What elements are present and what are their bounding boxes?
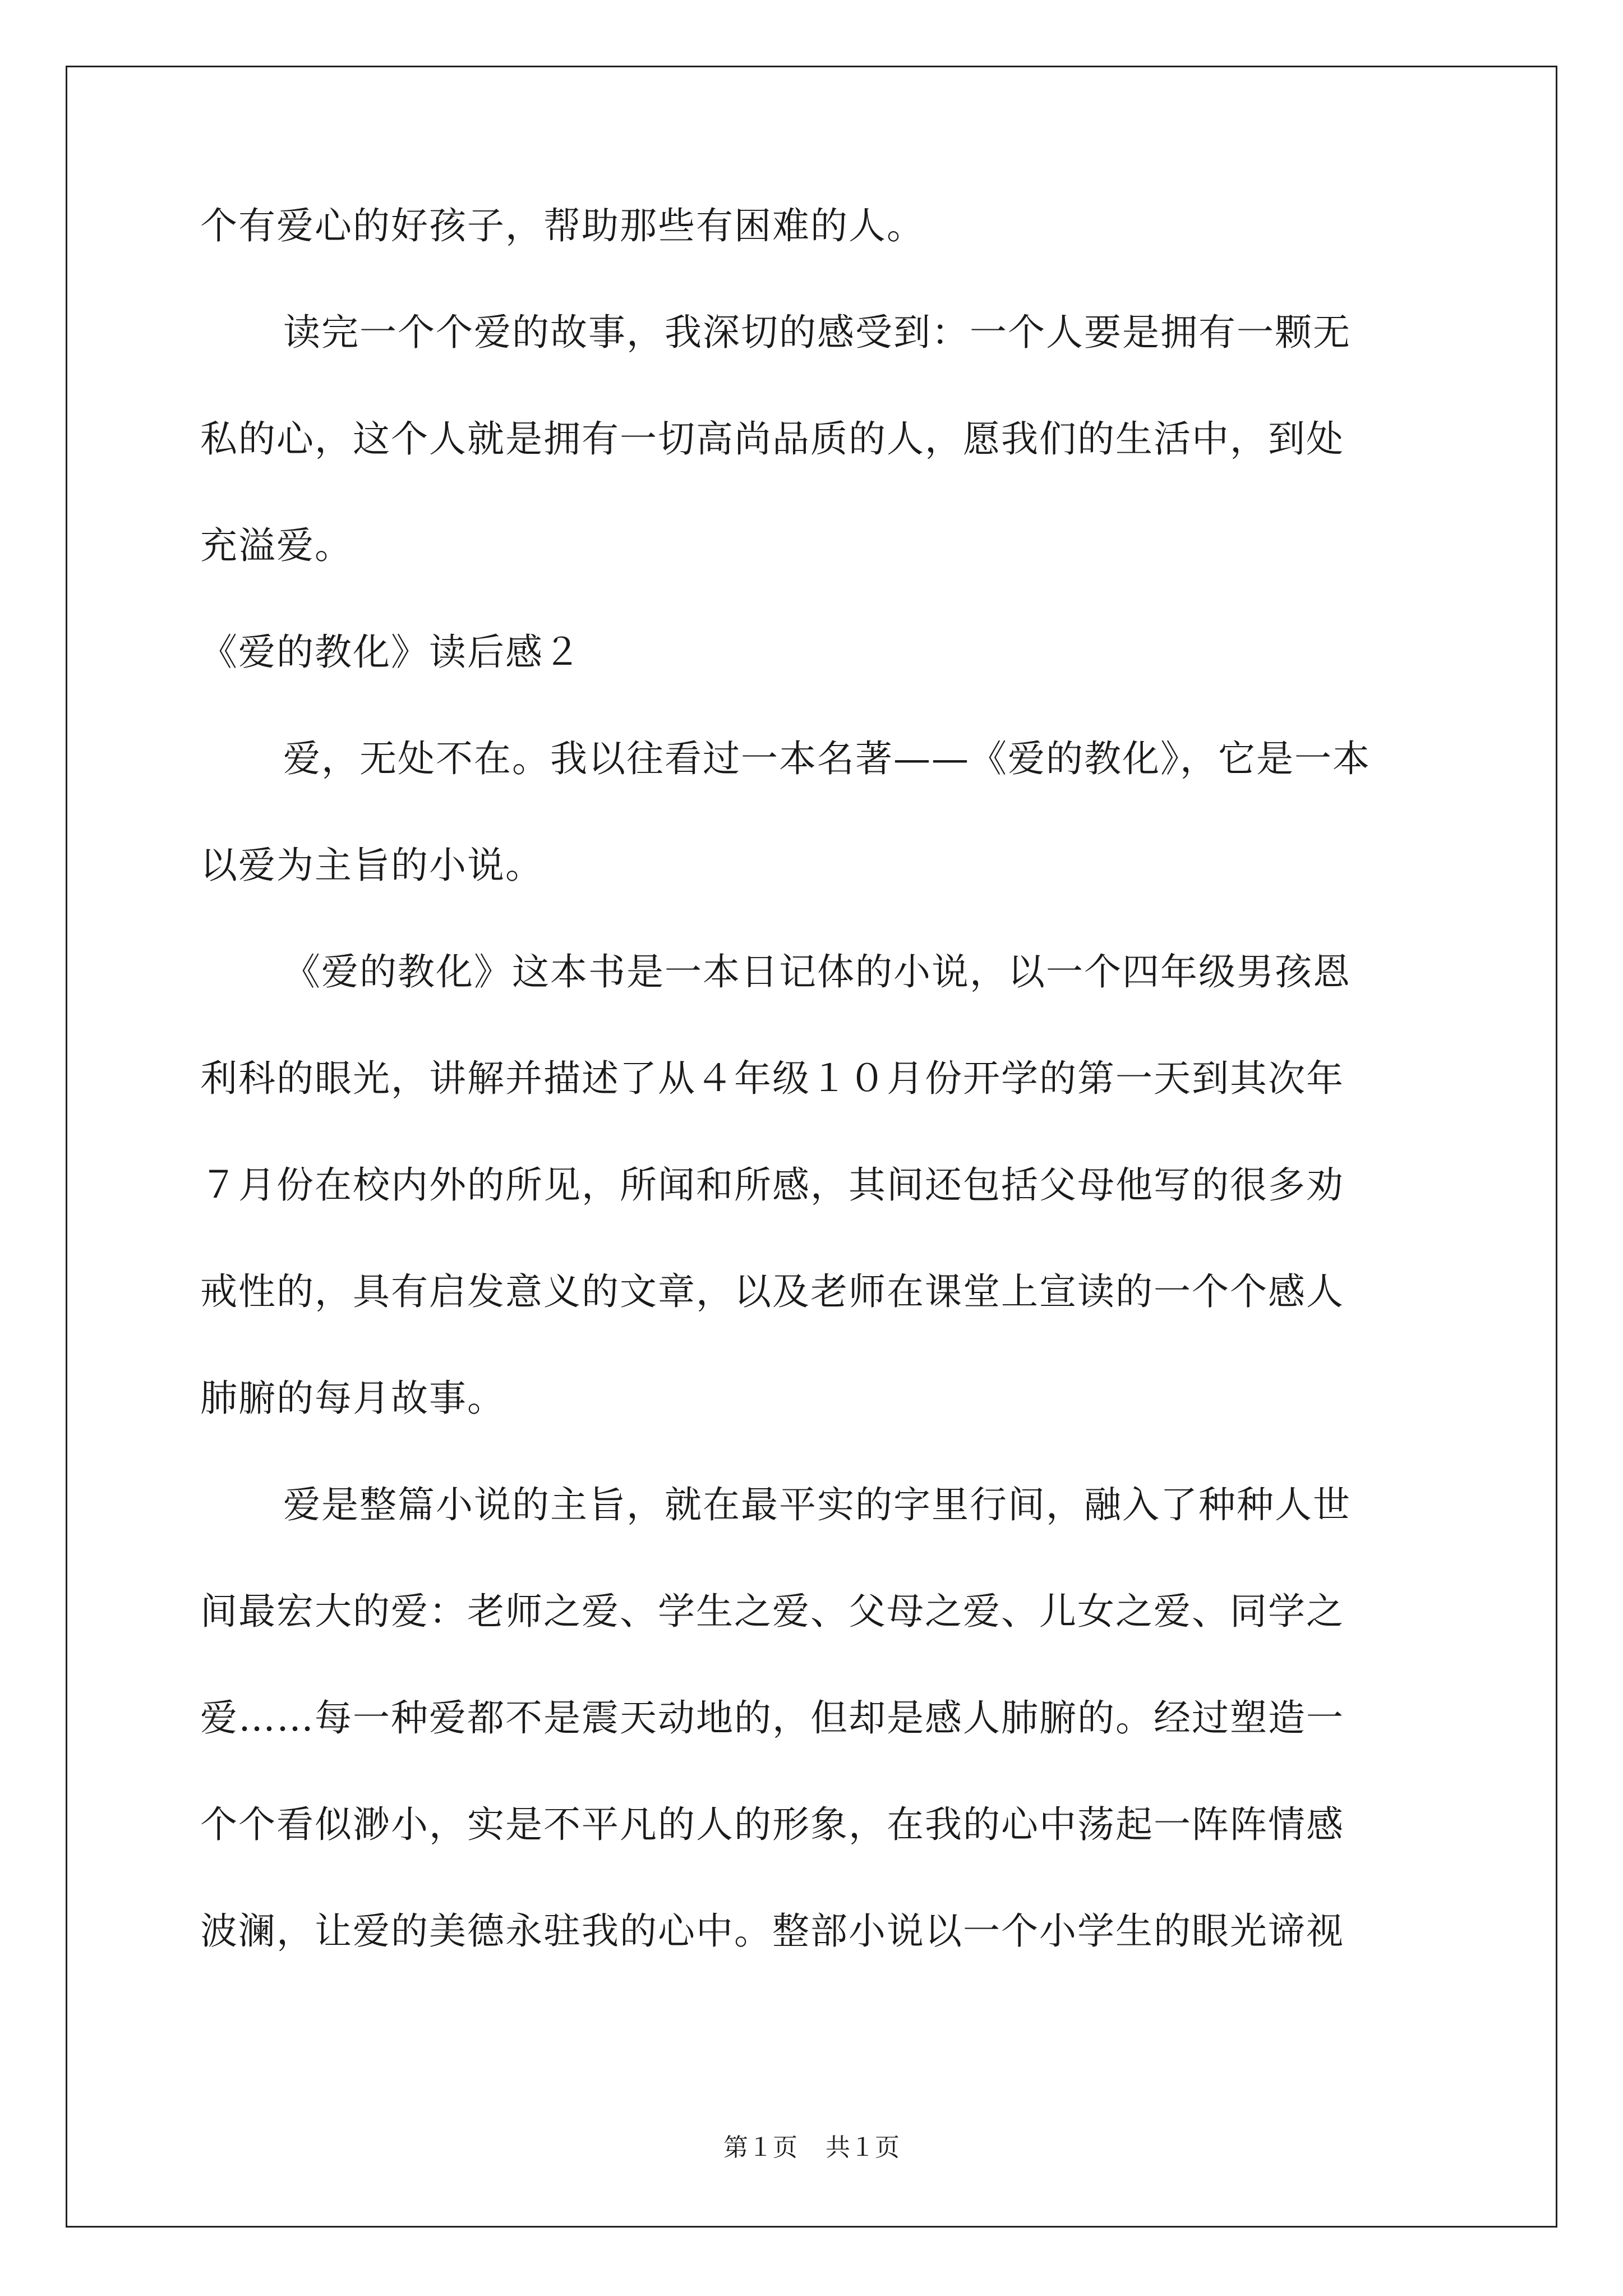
text-line-1: 个有爱心的好孩子，帮助那些有困难的人。 xyxy=(200,204,925,247)
page-footer xyxy=(0,2134,1623,2161)
text-line-14: 间最宏大的爱：老师之爱、学生之爱、父母之爱、儿女之爱、同学之 xyxy=(200,1590,1344,1633)
text-line-8: 《爱的教化》这本书是一本日记体的小说，以一个四年级男孩恩 xyxy=(283,950,1351,993)
text-line-16: 个个看似渺小，实是不平凡的人的形象，在我的心中荡起一阵阵情感 xyxy=(200,1803,1344,1846)
text-line-10: ７月份在校内外的所见，所闻和所感，其间还包括父母他写的很多劝 xyxy=(200,1163,1344,1207)
text-line-13: 爱是整篇小说的主旨，就在最平实的字里行间，融入了种种人世 xyxy=(283,1483,1351,1526)
page-total: 共１页 xyxy=(826,2133,900,2162)
text-line-3: 私的心，这个人就是拥有一切高尚品质的人，愿我们的生活中，到处 xyxy=(200,417,1344,461)
text-line-11: 戒性的，具有启发意义的文章，以及老师在课堂上宣读的一个个感人 xyxy=(200,1270,1344,1313)
text-line-15: 爱……每一种爱都不是震天动地的，但却是感人肺腑的。经过塑造一 xyxy=(200,1696,1344,1740)
page-number: 第１页 xyxy=(723,2133,797,2162)
text-line-12: 肺腑的每月故事。 xyxy=(200,1377,505,1420)
text-line-9: 利科的眼光，讲解并描述了从４年级１０月份开学的第一天到其次年 xyxy=(200,1057,1344,1100)
text-line-2: 读完一个个爱的故事，我深切的感受到：一个人要是拥有一颗无 xyxy=(283,311,1351,354)
text-line-7: 以爱为主旨的小说。 xyxy=(200,844,543,887)
text-line-6: 爱，无处不在。我以往看过一本名著——《爱的教化》，它是一本 xyxy=(283,737,1371,780)
document-body xyxy=(200,204,1434,2019)
text-line-17: 波澜，让爱的美德永驻我的心中。整部小说以一个小学生的眼光谛视 xyxy=(200,1910,1344,1953)
section-heading: 《爱的教化》读后感２ xyxy=(200,631,582,674)
text-line-4: 充溢爱。 xyxy=(200,524,353,567)
